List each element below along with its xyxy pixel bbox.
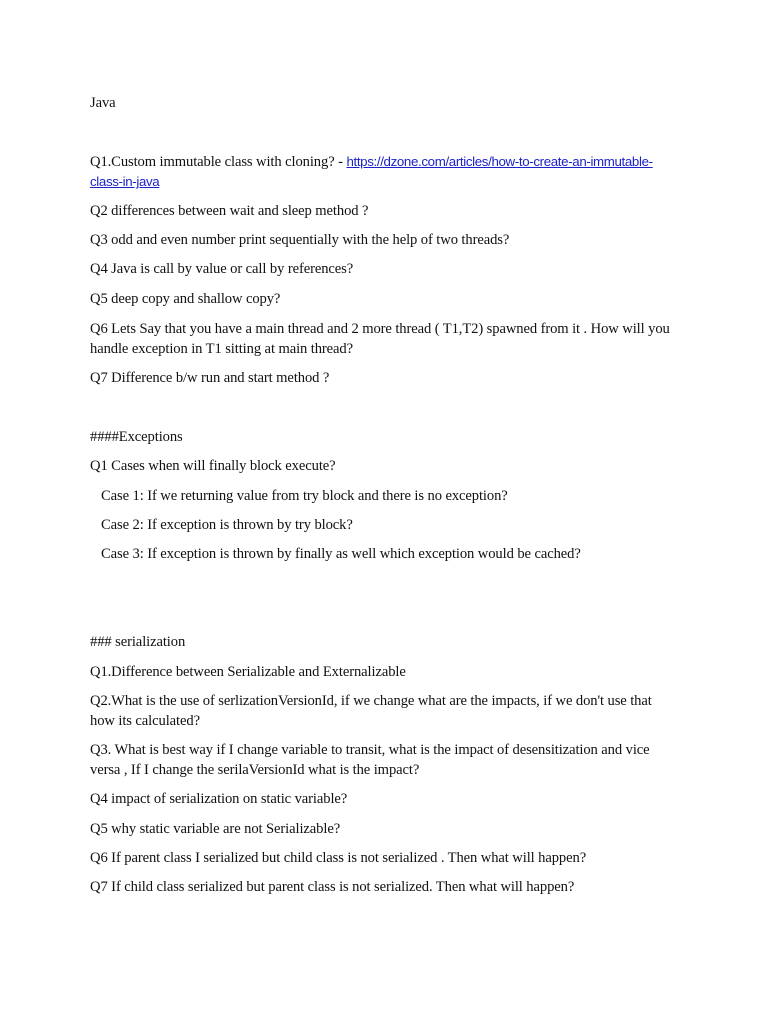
document-title: Java — [90, 95, 116, 111]
java-question-6: Q6 Lets Say that you have a main thread and 2 more thread ( T1,T2) spawned from it . How will you handle exception in T1 sitting at main thread? — [90, 321, 670, 357]
exception-case-3: Case 3: If exception is thrown by finally as well which exception would be cached? — [101, 546, 581, 562]
java-question-3: Q3 odd and even number print sequentially with the help of two threads? — [90, 232, 510, 248]
java-question-4: Q4 Java is call by value or call by references? — [90, 261, 354, 277]
serialization-question-4: Q4 impact of serialization on static variable? — [90, 791, 348, 807]
serialization-heading: ### serialization — [90, 634, 186, 650]
serialization-question-1: Q1.Difference between Serializable and Externalizable — [90, 664, 406, 680]
serialization-question-6: Q6 If parent class I serialized but child class is not serialized . Then what will happen? — [90, 850, 587, 866]
serialization-question-2: Q2.What is the use of serlizationVersionId, if we change what are the impacts, if we don't use that how its calculated? — [90, 693, 652, 729]
java-question-1-text: Q1.Custom immutable class with cloning? - — [90, 154, 347, 170]
dzone-article-link[interactable]: https://dzone.com/articles/how-to-create-an-immutable-class-in-java — [90, 154, 653, 189]
exception-case-2: Case 2: If exception is thrown by try block? — [101, 517, 353, 533]
java-question-1 — [90, 152, 680, 192]
serialization-question-5: Q5 why static variable are not Serializable? — [90, 821, 341, 837]
java-question-5: Q5 deep copy and shallow copy? — [90, 291, 281, 307]
exceptions-heading: ####Exceptions — [90, 429, 183, 445]
exceptions-question-1: Q1 Cases when will finally block execute? — [90, 458, 336, 474]
serialization-question-7: Q7 If child class serialized but parent class is not serialized. Then what will happen? — [90, 879, 575, 895]
java-question-7: Q7 Difference b/w run and start method ? — [90, 370, 330, 386]
java-question-2: Q2 differences between wait and sleep method ? — [90, 203, 369, 219]
serialization-question-3: Q3. What is best way if I change variable to transit, what is the impact of desensitization and vice versa , If I change the serilaVersionId what is the impact? — [90, 742, 650, 778]
exception-case-1: Case 1: If we returning value from try block and there is no exception? — [101, 488, 508, 504]
